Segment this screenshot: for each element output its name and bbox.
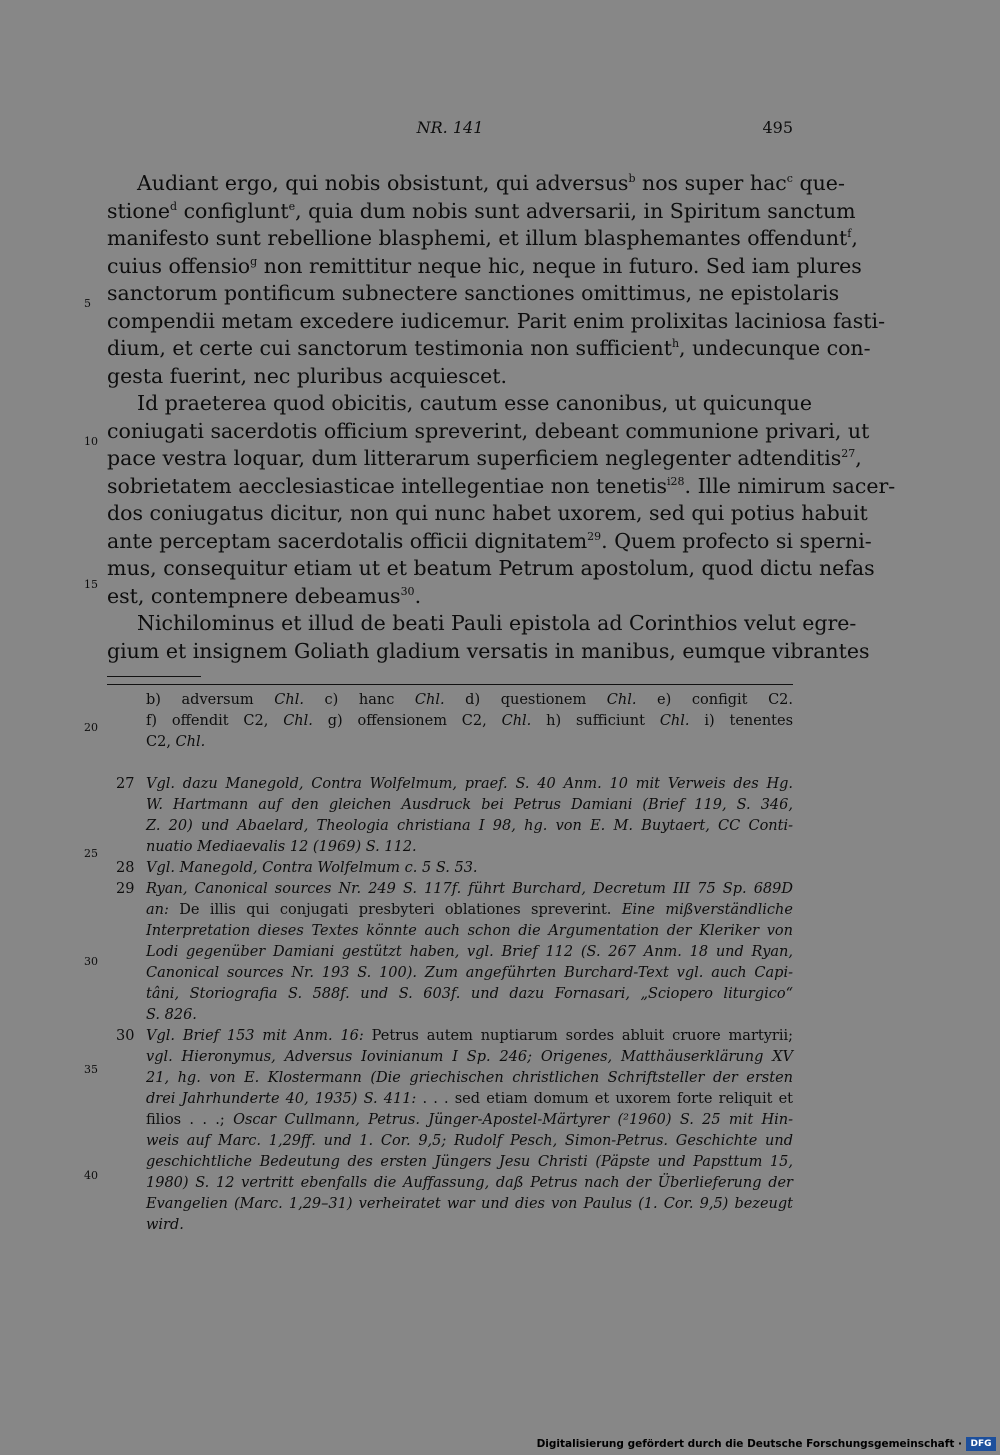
margin-line-number: 5 (84, 297, 91, 310)
footnote-marker: 27 (841, 447, 856, 461)
footnote-line: 28 Vgl. Manegold, Contra Wolfelmum c. 5 S. 53. (116, 858, 793, 879)
footnote-marker: b (628, 172, 636, 186)
margin-line-number: 20 (84, 721, 98, 734)
text-line: mus, consequitur etiam ut et beatum Petrum apostolum, quod dictu nefas (107, 556, 875, 580)
dfg-logo: DFG (966, 1437, 996, 1451)
footnote-separator-short (107, 676, 201, 677)
footnote-marker: e (288, 199, 296, 213)
footnote-line: geschichtliche Bedeutung des ersten Jüngers Jesu Christi (Päpste und Papsttum 15, (146, 1154, 793, 1170)
footnote-line: 30 Vgl. Brief 153 mit Anm. 16: Petrus autem nuptiarum sordes abluit cruore martyrii; (116, 1026, 793, 1047)
footnote-marker: c (786, 172, 793, 186)
text-line: pace vestra loquar, dum litterarum superficiem neglegenter adtenditis$^{27}$, (107, 446, 862, 470)
text-line: compendii metam excedere iudicemur. Parit enim prolixitas laciniosa fasti- (107, 308, 886, 333)
footnote-line: Lodi gegenüber Damiani gestützt haben, vgl. Brief 112 (S. 267 Anm. 18 und Ryan, (146, 944, 793, 960)
footnote-line: W. Hartmann auf den gleichen Ausdruck bei Petrus Damiani (Brief 119, S. 346, (146, 797, 793, 813)
text-line: sanctorum pontificum subnectere sanctiones omittimus, ne epistolaris (107, 281, 840, 305)
footnote-marker: 29 (587, 529, 602, 543)
footnote-line: 1980) S. 12 vertritt ebenfalls die Auffassung, daß Petrus nach der Überlieferung der (146, 1175, 793, 1191)
critical-apparatus (146, 690, 793, 753)
page-number: 495 (762, 118, 793, 137)
running-title: NR. 141 (416, 118, 484, 137)
footnote-marker: 30 (400, 584, 415, 598)
text-line: est, contempnere debeamus$^{30}$. (107, 583, 422, 608)
digitization-credit: Digitalisierung gefördert durch die Deutsche Forschungsgemeinschaft · (536, 1438, 962, 1450)
running-header (107, 118, 793, 144)
footnote-separator (107, 684, 793, 685)
footnotes (116, 774, 793, 1236)
footnote-line: Z. 20) und Abaelard, Theologia christiana I 98, hg. von E. M. Buytaert, CC Conti- (146, 818, 793, 834)
footnote-marker: g (250, 254, 258, 268)
apparatus-line: C2, Chl. (146, 734, 206, 750)
footnote-marker: i28 (667, 474, 685, 488)
footnote-number: 27 (116, 776, 135, 792)
text-line: gium et insignem Goliath gladium versatis in manibus, eumque vibrantes (107, 638, 870, 663)
footnote-line: S. 826. (146, 1007, 197, 1023)
footnote-line: 29 Ryan, Canonical sources Nr. 249 S. 117f. führt Burchard, Decretum III 75 Sp. 689D (116, 879, 793, 900)
footnote-line: nuatio Mediaevalis 12 (1969) S. 112. (146, 839, 417, 855)
margin-line-number: 30 (84, 955, 98, 968)
footnote-line: vgl. Hieronymus, Adversus Iovinianum I Sp. 246; Origenes, Matthäuserklärung XV (146, 1049, 793, 1065)
footnote-marker: f (847, 227, 852, 241)
margin-line-number: 15 (84, 578, 98, 591)
margin-line-number: 25 (84, 847, 98, 860)
apparatus-line: b) adversum Chl. c) hanc Chl. d) questionem Chl. e) configit C2. (146, 692, 793, 708)
margin-line-number: 10 (84, 435, 98, 448)
footnote-line: 21, hg. von E. Klostermann (Die griechischen christlichen Schriftsteller der ersten (146, 1070, 793, 1086)
text-line: cuius offensio$^g$ non remittitur neque hic, neque in futuro. Sed iam plures (107, 253, 862, 278)
footnote-marker: h (671, 337, 680, 351)
text-line: gesta fuerint, nec pluribus acquiescet. (107, 363, 508, 388)
footnote-marker: d (170, 199, 178, 213)
text-line: stione$^d$ configlunt$^e$, quia dum nobis sunt adversarii, in Spiritum sanctum (107, 198, 856, 223)
footnote-line: 27 Vgl. dazu Manegold, Contra Wolfelmum, praef. S. 40 Anm. 10 mit Verweis des Hg. (116, 774, 793, 795)
footnote-line: drei Jahrhunderte 40, 1935) S. 411: . . . sed etiam domum et uxorem forte reliquit et (146, 1091, 793, 1107)
footnote-line: Canonical sources Nr. 193 S. 100). Zum angeführten Burchard-Text vgl. auch Capi- (146, 965, 793, 981)
footnote-line: wird. (146, 1217, 184, 1233)
text-line: Id praeterea quod obicitis, cautum esse canonibus, ut quicunque (137, 391, 812, 415)
footnote-line: filios . . .; Oscar Cullmann, Petrus. Jünger-Apostel-Märtyrer (²1960) S. 25 mit Hin- (146, 1112, 793, 1128)
main-text (107, 170, 896, 665)
footnote-line: tâni, Storiografia S. 588f. und S. 603f. und dazu Fornasari, „Sciopero liturgico“ (146, 986, 793, 1002)
text-line: ante perceptam sacerdotalis officii dignitatem$^{29}$. Quem profecto si sperni- (107, 528, 872, 553)
text-line: coniugati sacerdotis officium spreverint, debeant communione privari, ut (107, 418, 870, 443)
footnote-number: 29 (116, 881, 135, 897)
footnote-number: 30 (116, 1028, 135, 1044)
text-line: dium, et certe cui sanctorum testimonia non sufficient$^h$, undecunque con- (107, 336, 871, 360)
text-line: sobrietatem aecclesiasticae intellegentiae non tenetis$^{i28}$. Ille nimirum sacer- (107, 473, 896, 498)
footnote-line: Evangelien (Marc. 1,29–31) verheiratet war und dies von Paulus (1. Cor. 9,5) bezeugt (146, 1196, 793, 1212)
footnote-line: weis auf Marc. 1,29ff. und 1. Cor. 9,5; Rudolf Pesch, Simon-Petrus. Geschichte und (146, 1133, 793, 1149)
footnote-line: an: De illis qui conjugati presbyteri oblationes spreverint. Eine mißverständliche (146, 902, 793, 918)
text-line: Audiant ergo, qui nobis obsistunt, qui adversus$^b$ nos super hac$^c$ que- (137, 171, 845, 195)
text-line: manifesto sunt rebellione blasphemi, et illum blasphemantes offendunt$^f$, (107, 226, 858, 250)
apparatus-line: f) offendit C2, Chl. g) offensionem C2, Chl. h) sufficiunt Chl. i) tenentes (146, 713, 794, 729)
footnote-line: Interpretation dieses Textes könnte auch schon die Argumentation der Kleriker von (146, 923, 793, 939)
margin-line-number: 35 (84, 1063, 98, 1076)
margin-line-number: 40 (84, 1169, 98, 1182)
text-line: dos coniugatus dicitur, non qui nunc habet uxorem, sed qui potius habuit (107, 501, 868, 525)
footnote-number: 28 (116, 860, 135, 876)
text-line: Nichilominus et illud de beati Pauli epistola ad Corinthios velut egre- (137, 611, 857, 635)
